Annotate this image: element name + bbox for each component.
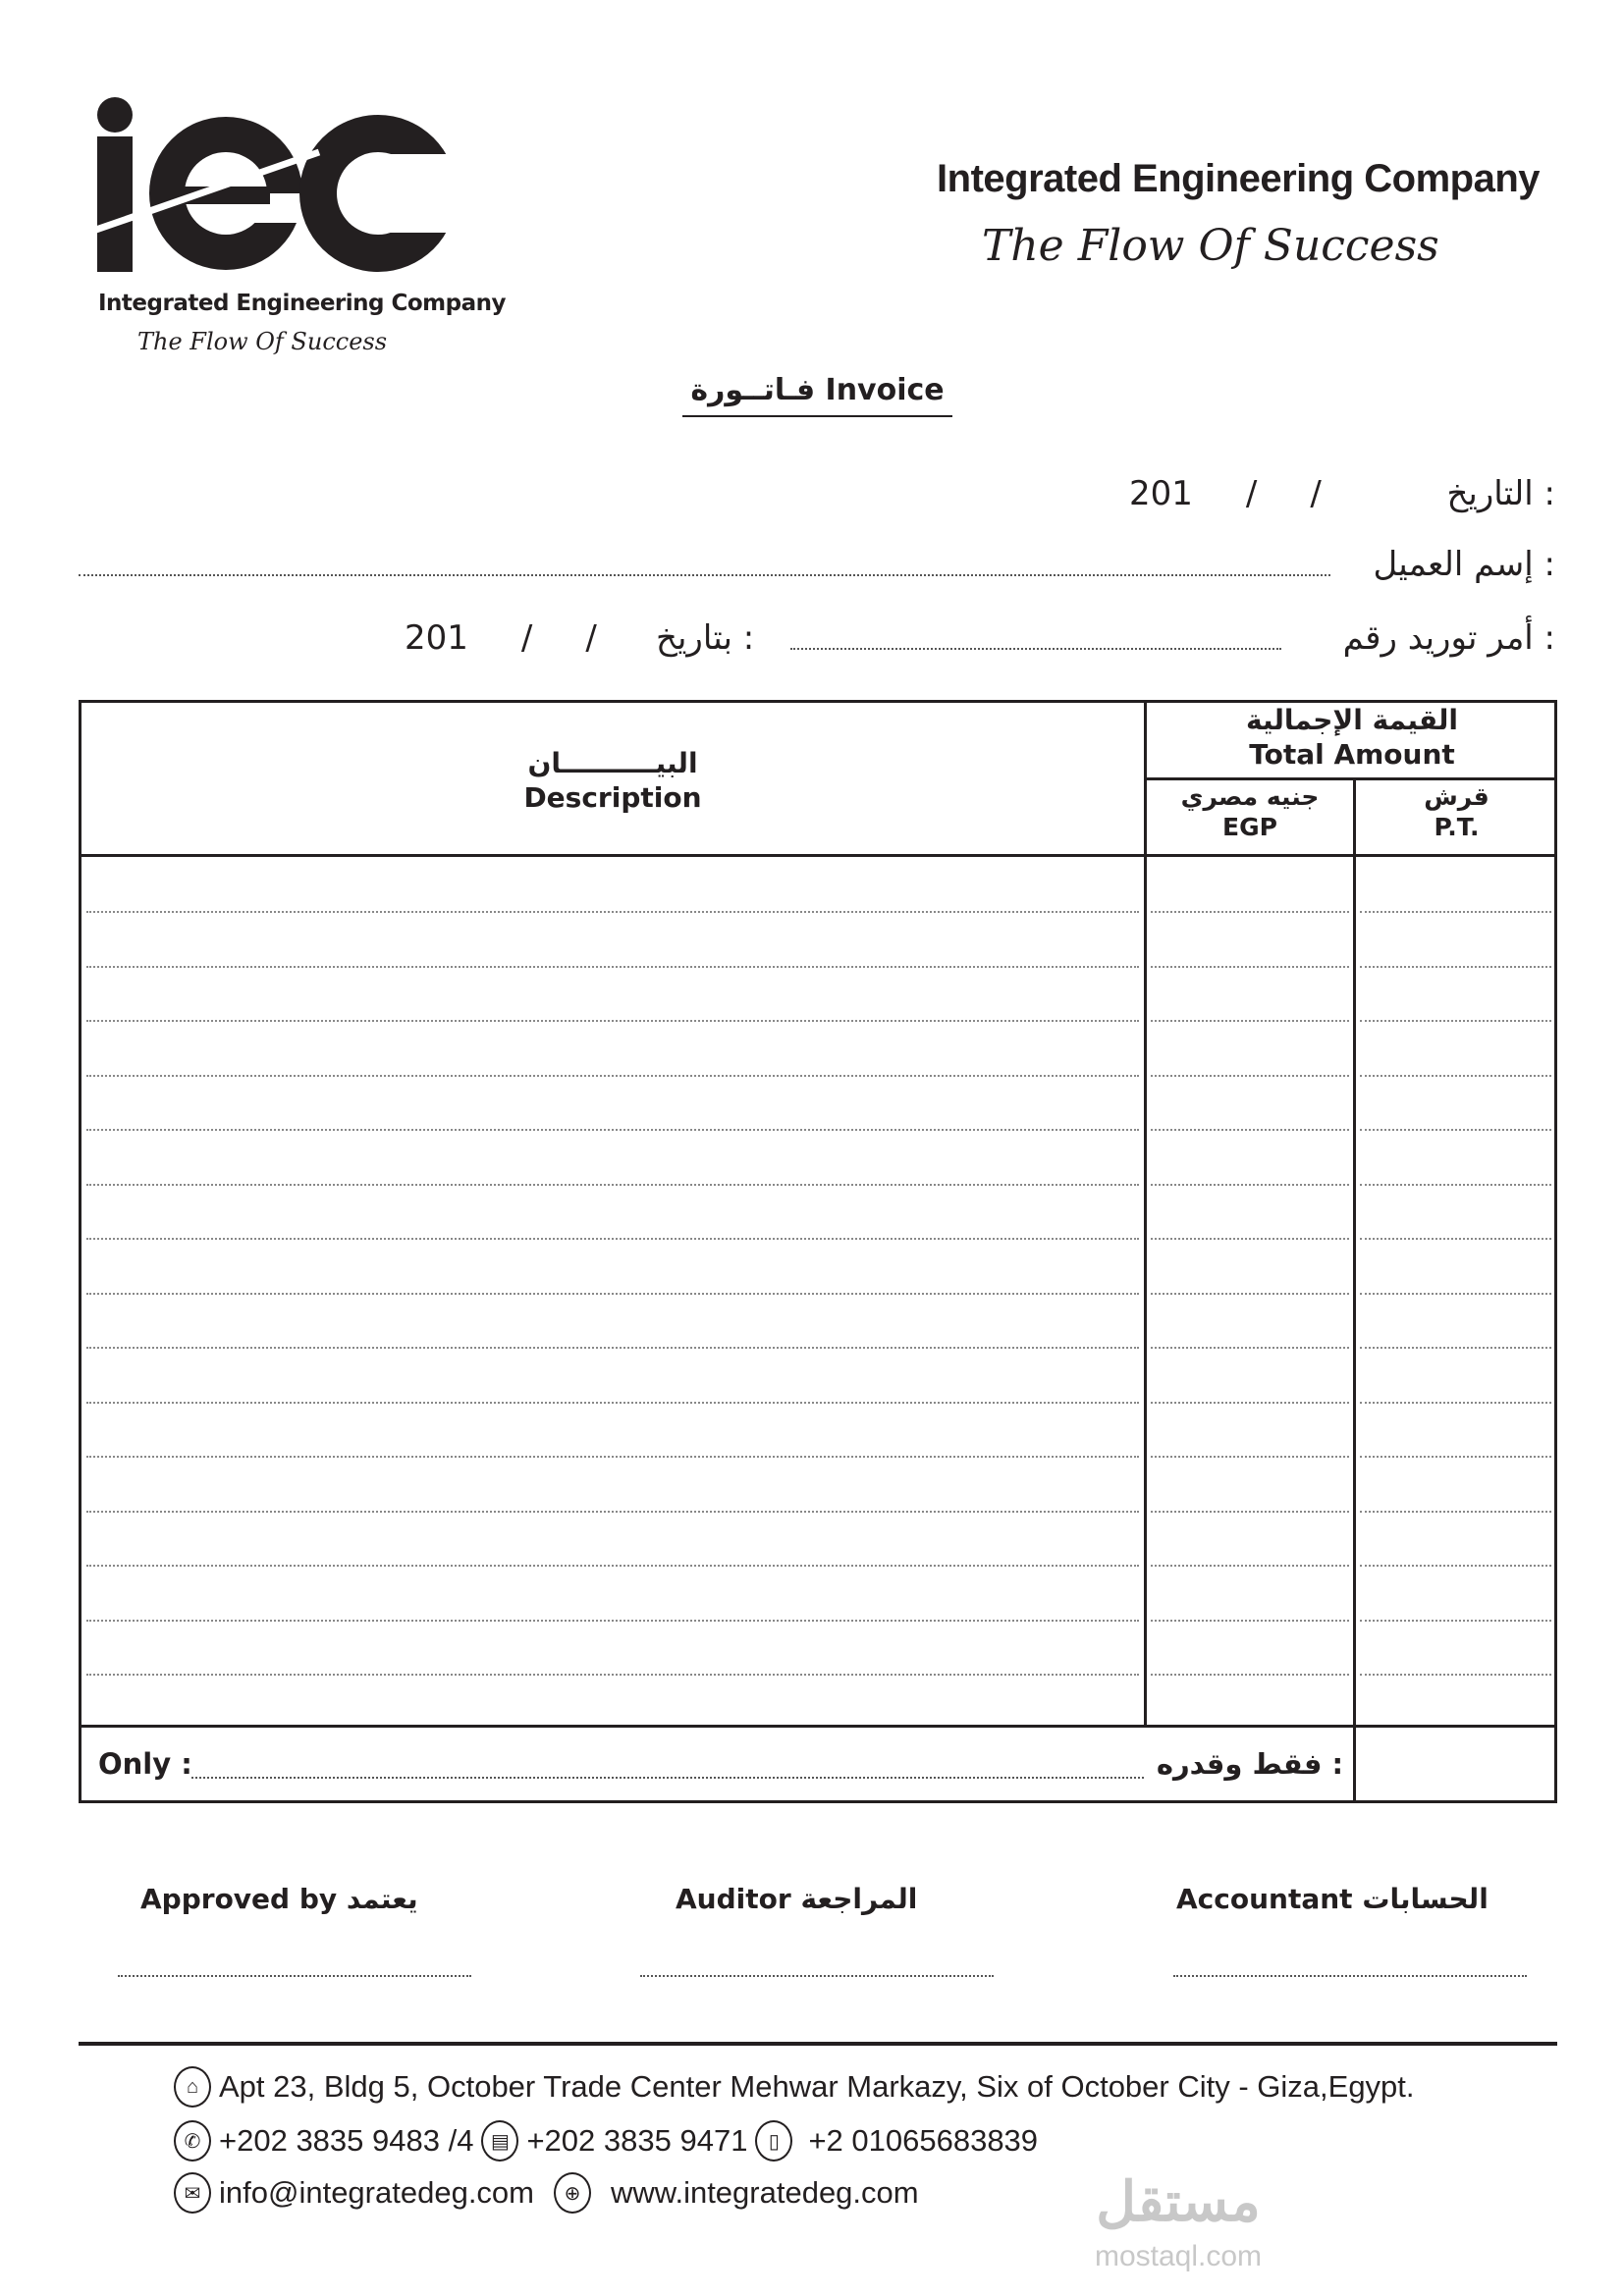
table-row-line[interactable] xyxy=(1360,1620,1551,1622)
approved-signature-line[interactable] xyxy=(118,1975,471,1977)
mobile-icon: ▯ xyxy=(755,2120,792,2162)
mobile-text: +2 01065683839 xyxy=(808,2123,1039,2158)
phone-icon: ✆ xyxy=(174,2120,211,2162)
table-row-line[interactable] xyxy=(1360,1565,1551,1567)
table-row-line[interactable] xyxy=(1151,1347,1349,1349)
approved-label-ar: يعتمد xyxy=(346,1883,418,1915)
accountant-label-ar: الحسابات xyxy=(1362,1883,1489,1915)
table-row-line[interactable] xyxy=(1360,1511,1551,1513)
auditor-signature-line[interactable] xyxy=(640,1975,994,1977)
invoice-title: فـاتــورة Invoice xyxy=(682,373,952,417)
table-row-line[interactable] xyxy=(1360,1293,1551,1295)
logo-tagline: The Flow Of Success xyxy=(137,328,388,355)
watermark-en: mostaql.com xyxy=(1094,2240,1263,2272)
accountant-signature-line[interactable] xyxy=(1173,1975,1527,1977)
signature-accountant xyxy=(1176,1883,1489,1915)
iec-logo-mark xyxy=(93,93,466,279)
signature-auditor xyxy=(676,1883,917,1915)
description-header-ar: البيــــــــــان xyxy=(527,747,698,779)
only-label-en: Only : xyxy=(98,1747,192,1781)
table-row-line[interactable] xyxy=(1360,911,1551,913)
table-row-line[interactable] xyxy=(86,1020,1139,1022)
table-row-line[interactable] xyxy=(1151,1293,1349,1295)
egp-header xyxy=(1147,781,1353,843)
table-row-line[interactable] xyxy=(86,1347,1139,1349)
date-value[interactable]: 201 / / xyxy=(1129,474,1322,513)
email-link[interactable]: info@integratedeg.com xyxy=(219,2175,534,2210)
table-row-line[interactable] xyxy=(86,1129,1139,1131)
table-row-line[interactable] xyxy=(1360,1020,1551,1022)
table-row-line[interactable] xyxy=(1151,966,1349,968)
total-amount-header xyxy=(1147,703,1557,772)
table-row-line[interactable] xyxy=(86,911,1139,913)
table-row-line[interactable] xyxy=(86,1402,1139,1404)
table-row-line[interactable] xyxy=(86,966,1139,968)
customer-name-field[interactable] xyxy=(79,574,1330,576)
table-row-line[interactable] xyxy=(86,1075,1139,1077)
table-row-line[interactable] xyxy=(1360,1456,1551,1458)
approved-label-en: Approved by xyxy=(140,1883,338,1915)
date-label: التاريخ : xyxy=(1446,474,1555,513)
egp-header-en: EGP xyxy=(1222,813,1277,842)
pt-header-en: P.T. xyxy=(1434,813,1480,842)
only-label-ar: : فقط وقدره xyxy=(1156,1747,1344,1781)
table-row-line[interactable] xyxy=(1360,1347,1551,1349)
logo-company-name: Integrated Engineering Company xyxy=(98,291,506,316)
total-amount-header-en: Total Amount xyxy=(1249,738,1455,771)
table-row-line[interactable] xyxy=(1360,1075,1551,1077)
table-row-line[interactable] xyxy=(1151,1020,1349,1022)
phone-text: +202 3835 9483 /4 xyxy=(219,2123,474,2158)
globe-icon: ⊕ xyxy=(554,2172,591,2214)
table-row-line[interactable] xyxy=(1151,1075,1349,1077)
description-header-en: Description xyxy=(523,781,702,814)
accountant-label-en: Accountant xyxy=(1176,1883,1353,1915)
table-row-line[interactable] xyxy=(1360,1238,1551,1240)
table-row-line[interactable] xyxy=(1151,1402,1349,1404)
pt-header xyxy=(1356,781,1557,843)
website-link[interactable]: www.integratedeg.com xyxy=(611,2175,919,2210)
address-text: Apt 23, Bldg 5, October Trade Center Mehwar Markazy, Six of October City - Giza,Egypt. xyxy=(219,2069,1415,2104)
table-row-line[interactable] xyxy=(86,1565,1139,1567)
table-row-line[interactable] xyxy=(86,1184,1139,1186)
po-date-label: بتاريخ : xyxy=(656,618,755,658)
po-date-value[interactable]: 201 / / xyxy=(405,618,597,658)
egp-header-ar: جنيه مصري xyxy=(1180,782,1320,811)
table-row-line[interactable] xyxy=(86,1293,1139,1295)
company-tagline: The Flow Of Success xyxy=(982,221,1439,271)
table-row-line[interactable] xyxy=(1151,1565,1349,1567)
table-row-line[interactable] xyxy=(86,1511,1139,1513)
table-row-line[interactable] xyxy=(86,1238,1139,1240)
table-row-line[interactable] xyxy=(1151,1511,1349,1513)
envelope-icon: ✉ xyxy=(174,2172,211,2214)
fax-text: +202 3835 9471 xyxy=(526,2123,748,2158)
table-row-line[interactable] xyxy=(1360,1184,1551,1186)
table-row-line[interactable] xyxy=(1360,966,1551,968)
fax-icon: ▤ xyxy=(481,2120,518,2162)
table-row-line[interactable] xyxy=(1360,1129,1551,1131)
customer-name-label: إسم العميل : xyxy=(1373,545,1555,584)
table-row-line[interactable] xyxy=(1151,1129,1349,1131)
table-row-line[interactable] xyxy=(1151,1456,1349,1458)
watermark-ar: مستقل xyxy=(1096,2170,1261,2232)
footer-divider xyxy=(79,2042,1557,2046)
table-row-line[interactable] xyxy=(1151,911,1349,913)
table-row-line[interactable] xyxy=(1151,1674,1349,1676)
company-name: Integrated Engineering Company xyxy=(937,157,1540,200)
auditor-label-ar: المراجعة xyxy=(800,1883,918,1915)
signature-approved xyxy=(140,1883,418,1915)
po-number-label: أمر توريد رقم : xyxy=(1342,618,1555,658)
home-icon: ⌂ xyxy=(174,2066,211,2108)
col-divider xyxy=(1353,778,1356,1803)
row-divider xyxy=(1144,777,1557,780)
table-row-line[interactable] xyxy=(1360,1402,1551,1404)
amount-in-words-field[interactable] xyxy=(191,1777,1144,1779)
pt-header-ar: قرش xyxy=(1424,782,1489,811)
table-row-line[interactable] xyxy=(1151,1238,1349,1240)
footer-phones xyxy=(174,2120,1038,2162)
invoice-table xyxy=(79,700,1557,1803)
table-row-line[interactable] xyxy=(86,1674,1139,1676)
description-header xyxy=(81,746,1144,815)
table-row-line[interactable] xyxy=(1360,1674,1551,1676)
header-divider xyxy=(79,854,1557,857)
total-row-divider xyxy=(79,1725,1557,1728)
table-row-line[interactable] xyxy=(1151,1620,1349,1622)
footer-address xyxy=(174,2066,1415,2108)
footer-contacts xyxy=(174,2172,919,2214)
table-row-line[interactable] xyxy=(1151,1184,1349,1186)
total-amount-header-ar: القيمة الإجمالية xyxy=(1245,704,1459,736)
table-row-line[interactable] xyxy=(86,1456,1139,1458)
po-number-field[interactable] xyxy=(790,648,1281,650)
table-row-line[interactable] xyxy=(86,1620,1139,1622)
auditor-label-en: Auditor xyxy=(676,1883,791,1915)
